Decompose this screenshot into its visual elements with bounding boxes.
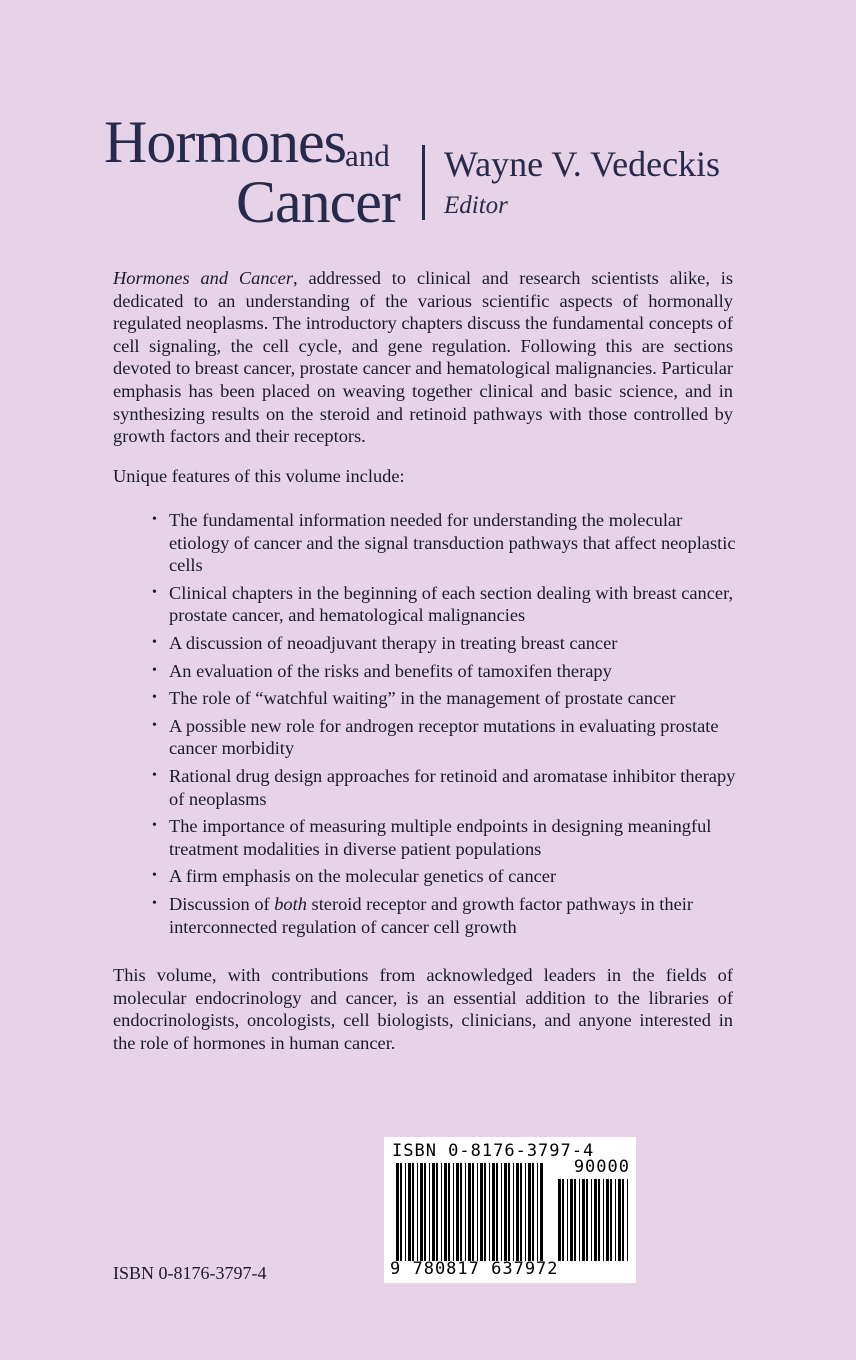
bullet-icon: • <box>152 895 157 911</box>
barcode-bar <box>400 1163 402 1261</box>
barcode-bar <box>489 1163 490 1261</box>
intro-book-title: Hormones and Cancer <box>113 268 294 288</box>
barcode-bar <box>444 1163 447 1261</box>
barcode-bar <box>610 1179 612 1261</box>
barcode-bar <box>501 1163 502 1261</box>
barcode-bar <box>603 1179 604 1261</box>
barcode-bar <box>468 1163 471 1261</box>
editor-role: Editor <box>444 192 508 219</box>
book-title-hormones: Hormones <box>104 109 346 175</box>
barcode-bar <box>586 1179 588 1261</box>
bullet-icon: • <box>152 634 157 650</box>
barcode-isbn-label: ISBN 0-8176-3797-4 <box>392 1141 595 1161</box>
bullet-icon: • <box>152 584 157 600</box>
closing-paragraph: This volume, with contributions from acknowledged leaders in the fields of molecular endocrinology and cancer, is an essential addition to the libraries of endocrinologists, oncologists, cell biologists, clinicians, and anyone interested in the role of hormones in human cancer. <box>113 965 733 1053</box>
intro-text: , addressed to clinical and research scientists alike, is dedicated to an understanding of the various scientific aspects of hormonally regulated neoplasms. The introductory chapters discuss the fundamental concepts of cell signaling, the cell cycle, and gene regulation. Following this are sections devoted to breast cancer, prostate cancer and hematological malignancies. Particular emphasis has been placed on weaving together clinical and basic science, and in synthesizing results on the steroid and retinoid pathways with those controlled by growth factors and their receptors. <box>113 268 734 447</box>
barcode-bar <box>540 1163 543 1261</box>
bullet-icon: • <box>152 818 157 834</box>
barcode-ean-digits: 9 780817 637972 <box>390 1259 559 1279</box>
bullet-icon: • <box>152 512 157 527</box>
barcode-bar <box>591 1179 592 1261</box>
barcode-bar <box>480 1163 483 1261</box>
barcode-bar <box>396 1163 399 1261</box>
bullet-icon: • <box>152 767 157 783</box>
barcode-bar <box>465 1163 466 1261</box>
barcode-bar <box>412 1163 414 1261</box>
barcode-bar <box>408 1163 411 1261</box>
barcode-bar <box>594 1179 597 1261</box>
isbn-text: ISBN 0-8176-3797-4 <box>113 1263 267 1283</box>
barcode-bar <box>472 1163 474 1261</box>
features-list <box>152 509 740 943</box>
barcode-bar <box>436 1163 438 1261</box>
barcode-bar <box>477 1163 478 1261</box>
barcode-bar <box>562 1179 564 1261</box>
barcode-bar <box>537 1163 538 1261</box>
barcode-bar <box>570 1179 573 1261</box>
barcode-bar <box>567 1179 568 1261</box>
bullet-icon: • <box>152 868 157 884</box>
barcode-bar <box>598 1179 600 1261</box>
barcode-bar <box>558 1179 561 1261</box>
feature-item: • An evaluation of the risks and benefits of tamoxifen therapy <box>152 660 612 681</box>
barcode-bar <box>432 1163 435 1261</box>
barcode-bar <box>484 1163 486 1261</box>
feature-item: • A possible new role for androgen receptor mutations in evaluating prostate cancer morbidity <box>152 715 719 759</box>
barcode-price-code: 90000 <box>573 1157 630 1177</box>
barcode <box>384 1137 636 1283</box>
intro-paragraph <box>113 267 733 448</box>
editor-name: Wayne V. Vedeckis <box>444 144 721 184</box>
barcode-bar <box>460 1163 462 1261</box>
book-title-cancer: Cancer <box>236 169 400 235</box>
feature-item: • The fundamental information needed for understanding the molecular etiology of cancer and the signal transduction pathways that affect neoplastic cells <box>152 510 736 576</box>
barcode-bar <box>508 1163 510 1261</box>
barcode-bar <box>627 1179 628 1261</box>
feature-item: • A discussion of neoadjuvant therapy in treating breast cancer <box>152 632 618 653</box>
barcode-bar <box>424 1163 426 1261</box>
barcode-bar <box>618 1179 621 1261</box>
barcode-bar <box>525 1163 526 1261</box>
barcode-bar <box>492 1163 495 1261</box>
barcode-bar <box>504 1163 507 1261</box>
barcode-bar <box>574 1179 576 1261</box>
barcode-bar <box>520 1163 522 1261</box>
barcode-bar <box>417 1163 418 1261</box>
title-divider <box>422 145 425 220</box>
barcode-bar <box>528 1163 531 1261</box>
barcode-bar <box>429 1163 430 1261</box>
barcode-bar <box>622 1179 624 1261</box>
barcode-bar <box>456 1163 459 1261</box>
barcode-bar <box>582 1179 585 1261</box>
barcode-bar <box>516 1163 519 1261</box>
barcode-bar <box>579 1179 580 1261</box>
barcode-bar <box>615 1179 616 1261</box>
bullet-icon: • <box>152 717 157 733</box>
features-lead: Unique features of this volume include: <box>113 466 405 486</box>
barcode-bar <box>606 1179 609 1261</box>
bullet-icon: • <box>152 662 157 678</box>
book-title-and: and <box>345 138 390 173</box>
feature-item: • The importance of measuring multiple endpoints in designing meaningful treatment modalities in diverse patient populations <box>152 816 712 859</box>
barcode-bar <box>441 1163 442 1261</box>
barcode-bar <box>496 1163 498 1261</box>
feature-item: • A firm emphasis on the molecular genetics of cancer <box>152 866 557 887</box>
barcode-bar <box>513 1163 514 1261</box>
bullet-icon: • <box>152 690 157 706</box>
barcode-bar <box>405 1163 406 1261</box>
feature-item: • The role of “watchful waiting” in the management of prostate cancer <box>152 688 676 709</box>
feature-item: • Rational drug design approaches for retinoid and aromatase inhibitor therapy of neoplasms <box>152 765 736 809</box>
barcode-bar <box>453 1163 454 1261</box>
feature-item: • Clinical chapters in the beginning of each section dealing with breast cancer, prostate cancer, and hematological malignancies <box>152 582 734 626</box>
feature-item: • Discussion of both steroid receptor and growth factor pathways in their interconnected regulation of cancer cell growth <box>152 893 694 937</box>
barcode-bar <box>448 1163 450 1261</box>
barcode-bar <box>420 1163 423 1261</box>
title-block <box>0 0 856 260</box>
barcode-bar <box>532 1163 534 1261</box>
